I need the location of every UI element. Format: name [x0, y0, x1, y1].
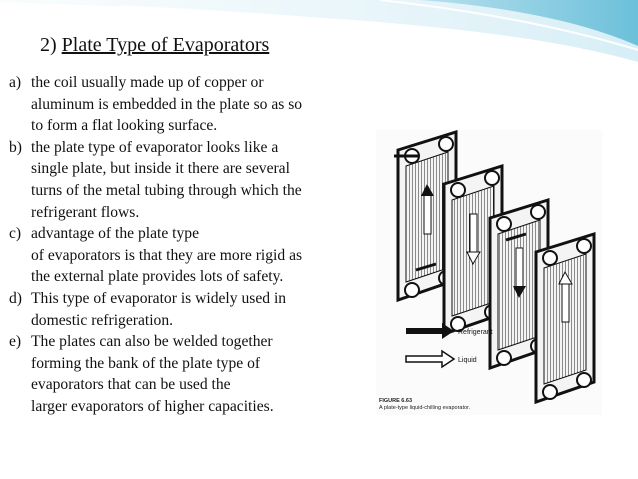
bullet-line: turns of the metal tubing through which the [31, 181, 302, 199]
bullet-line: the plate type of evaporator looks like a [31, 138, 279, 156]
bullet-marker: c) [9, 225, 22, 243]
figure-number: FIGURE 6.63 [379, 398, 413, 404]
evaporator-plate [536, 234, 594, 402]
legend-refrigerant-label: Refrigerant [458, 329, 493, 336]
bullet-line: single plate, but inside it there are several [31, 160, 290, 178]
bullet-item [9, 288, 381, 331]
bullet-item [9, 72, 381, 137]
bullet-line: the coil usually made up of copper or [31, 74, 264, 91]
bullet-line: domestic refrigeration. [31, 311, 174, 329]
evaporator-diagram [376, 130, 602, 415]
bullet-line: advantage of the plate type [31, 225, 199, 243]
legend-liquid-label: Liquid [458, 357, 477, 364]
bullet-line: refrigerant flows. [31, 203, 140, 221]
liquid-arrow-icon [406, 351, 454, 367]
bullet-marker: d) [9, 289, 22, 307]
bullet-line: The plates can also be welded together [31, 333, 273, 351]
bullet-line: of evaporators is that they are more rigid as [31, 246, 303, 264]
bullet-marker: e) [9, 333, 22, 351]
bullet-item [9, 137, 381, 223]
slide-title [40, 34, 269, 57]
bullet-list [9, 72, 381, 418]
bullet-line: evaporators that can be used the [31, 376, 231, 394]
bullet-line: aluminum is embedded in the plate so as so [31, 95, 303, 113]
bullet-line: to form a flat looking surface. [31, 117, 218, 135]
figure-caption [379, 398, 609, 412]
bullet-item [9, 331, 381, 417]
bullet-line: This type of evaporator is widely used in [31, 289, 287, 307]
title-prefix: 2) [40, 34, 62, 56]
legend-liquid [406, 351, 477, 367]
bullet-line: larger evaporators of higher capacities. [31, 397, 274, 415]
bullet-marker: b) [9, 138, 22, 156]
bullet-item [9, 223, 381, 288]
bullet-line: the external plate provides lots of safety. [31, 268, 284, 286]
figure-caption-text: A plate-type liquid-chilling evaporator. [379, 405, 471, 411]
title-text: Plate Type of Evaporators [61, 34, 270, 56]
bullet-line: forming the bank of the plate type of [31, 354, 261, 372]
bullet-marker: a) [9, 74, 22, 91]
evaporator-figure [376, 130, 602, 415]
